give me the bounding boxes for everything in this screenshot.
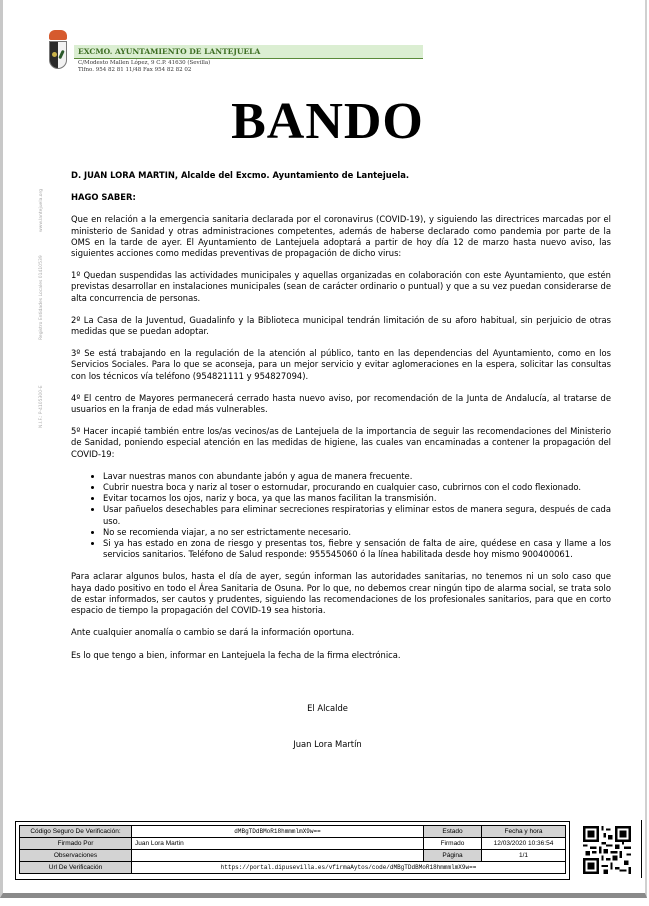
org-address-block (78, 60, 210, 74)
observaciones-label: Observaciones (20, 850, 132, 862)
table-row (20, 862, 566, 874)
pagina-label: Página (424, 850, 482, 862)
url-value[interactable]: https://portal.dipusevilla.es/vfirmaAytos/code/dMBgTDdBMoR18hmmmlmX9w== (132, 862, 566, 874)
crown-icon (49, 30, 67, 40)
firmado-por-label: Firmado Por (20, 838, 132, 850)
org-address: C/Modesto Mallen López, 9 C.P. 41630 (Sevilla) (78, 60, 211, 66)
letterhead (43, 30, 423, 80)
measure-4: 4º El centro de Mayores permanecerá cerrado hasta nuevo aviso, por recomendación de la Junta de Andalucía, al tratarse de usuarios en la franja de edad más vulnerables. (71, 392, 611, 415)
table-row (20, 826, 566, 838)
side-registry: Registro Entidades Locales 01410539 (39, 255, 44, 340)
verification-table (19, 825, 566, 874)
qr-code-icon (583, 826, 631, 874)
list-item: • Si ya has estado en zona de riesgo y presentas tos, fiebre y sensación de falta de aire, quédese en casa y llame a los servicios sanitarios. Teléfono de Salud responde: 955545060 ó la línea habilitada desde hoy mismo 900400061. (103, 538, 611, 560)
verification-box (15, 821, 570, 880)
document-title: BANDO (231, 93, 424, 150)
coat-of-arms-icon (46, 30, 70, 74)
list-item: • Cubrir nuestra boca y nariz al toser o estornudar, procurando en cualquier caso, cubrirnos con el codo flexionado. (103, 482, 611, 493)
csv-label: Código Seguro De Verificación: (20, 826, 132, 838)
signature-role: El Alcalde (307, 703, 348, 713)
paragraph-anomalia: Ante cualquier anomalía o cambio se dará la información oportuna. (71, 627, 355, 638)
document-body (71, 170, 611, 672)
list-item: • Lavar nuestras manos con abundante jabón y agua de manera frecuente. (103, 471, 611, 482)
table-row (20, 838, 566, 850)
org-name: EXCMO. AYUNTAMIENTO DE LANTEJUELA (74, 45, 423, 59)
list-item: • Usar pañuelos desechables para eliminar secreciones respiratorias y eliminar estos de manera segura, después de cada uso. (103, 504, 611, 526)
hygiene-list (71, 471, 611, 561)
estado-value: Firmado (424, 838, 482, 850)
qr-divider (641, 820, 642, 878)
list-item: • No se recomienda viajar, a no ser estrictamente necesario. (103, 527, 611, 538)
estado-label: Estado (424, 826, 482, 838)
url-label: Url De Verificación (20, 862, 132, 874)
paragraph-bulos: Para aclarar algunos bulos, hasta el día de ayer, según informan las autoridades sanitarias, no tenemos ni un solo caso que haya dado positivo en todo el Área Sanitaria de Osuna. Por lo que, no debemos crear ningún tipo de alarma social, se trata solo de estar informados, ser cautos y prudentes, siguiendo las recomendaciones de los profesionales sanitarios, para que en corto espacio de tiempo la propagación del COVID-19 sea historia. (71, 571, 611, 616)
fecha-value: 12/03/2020 10:36:54 (482, 838, 566, 850)
list-item: • Evitar tocarnos los ojos, nariz y boca, ya que las manos facilitan la transmisión. (103, 493, 611, 504)
paragraph-intro: Que en relación a la emergencia sanitaria declarada por el coronavirus (COVID-19), y siguiendo las directrices marcadas por el ministerio de Sanidad y otras administraciones competentes, además de haberse declarado como pandemia por parte de la OMS en la tarde de ayer. El Ayuntamiento de Lantejuela adoptará a partir de hoy día 12 de marzo hasta nuevo aviso, las siguientes acciones como medidas preventivas de propagación de dicho virus: (71, 214, 611, 259)
measure-5: 5º Hacer incapié también entre los/as vecinos/as de Lantejuela de la importancia de seguir las recomendaciones del Ministerio de Sanidad, poniendo especial atención en las medidas de higiene, las cuales van encaminadas a contener la propagación del COVID-19: (71, 426, 611, 459)
paragraph-closing: Es lo que tengo a bien, informar en Lantejuela la fecha de la firma electrónica. (71, 649, 401, 660)
org-phone: Tlfno. 954 82 81 11/48 Fax 954 82 82 02 (78, 67, 192, 73)
measure-3: 3º Se está trabajando en la regulación de la atención al público, tanto en las dependencias del Ayuntamiento, como en los Servicios Sociales. Para lo que se aconseja, para un mejor servicio y evitar aglomeraciones en la espera, solicitar las consultas con los técnicos vía teléfono (954821111 y 954827094). (71, 348, 611, 381)
firmado-por-value: Juan Lora Martin (132, 838, 424, 850)
side-nif: N.I.F.: P-4105300-E (39, 385, 44, 428)
pagina-value: 1/1 (482, 850, 566, 862)
intro: D. JUAN LORA MARTIN, Alcalde del Excmo. Ayuntamiento de Lantejuela. (71, 170, 410, 180)
signature-name: Juan Lora Martín (293, 739, 362, 749)
shield-dot (52, 52, 57, 57)
hago-saber: HAGO SABER: (71, 192, 136, 203)
table-row (20, 850, 566, 862)
side-web: www.lantejuela.org (39, 188, 44, 232)
measure-1: 1º Quedan suspendidas las actividades municipales y aquellas organizadas en colaboración con este Ayuntamiento, que estén previstas desarrollar en instalaciones municipales (sean de carácter ordinario o puntual) y que a su vez puedan considerarse de alta concurrencia de personas. (71, 270, 611, 303)
csv-value: dMBgTDdBMoR18hmmmlmX9w== (132, 826, 424, 838)
fecha-label: Fecha y hora (482, 826, 566, 838)
observaciones-value (132, 850, 424, 862)
measure-2: 2º La Casa de la Juventud, Guadalinfo y la Biblioteca municipal tendrán limitación de su aforo habitual, sin perjuicio de otras medidas que se puedan adoptar. (71, 314, 611, 337)
